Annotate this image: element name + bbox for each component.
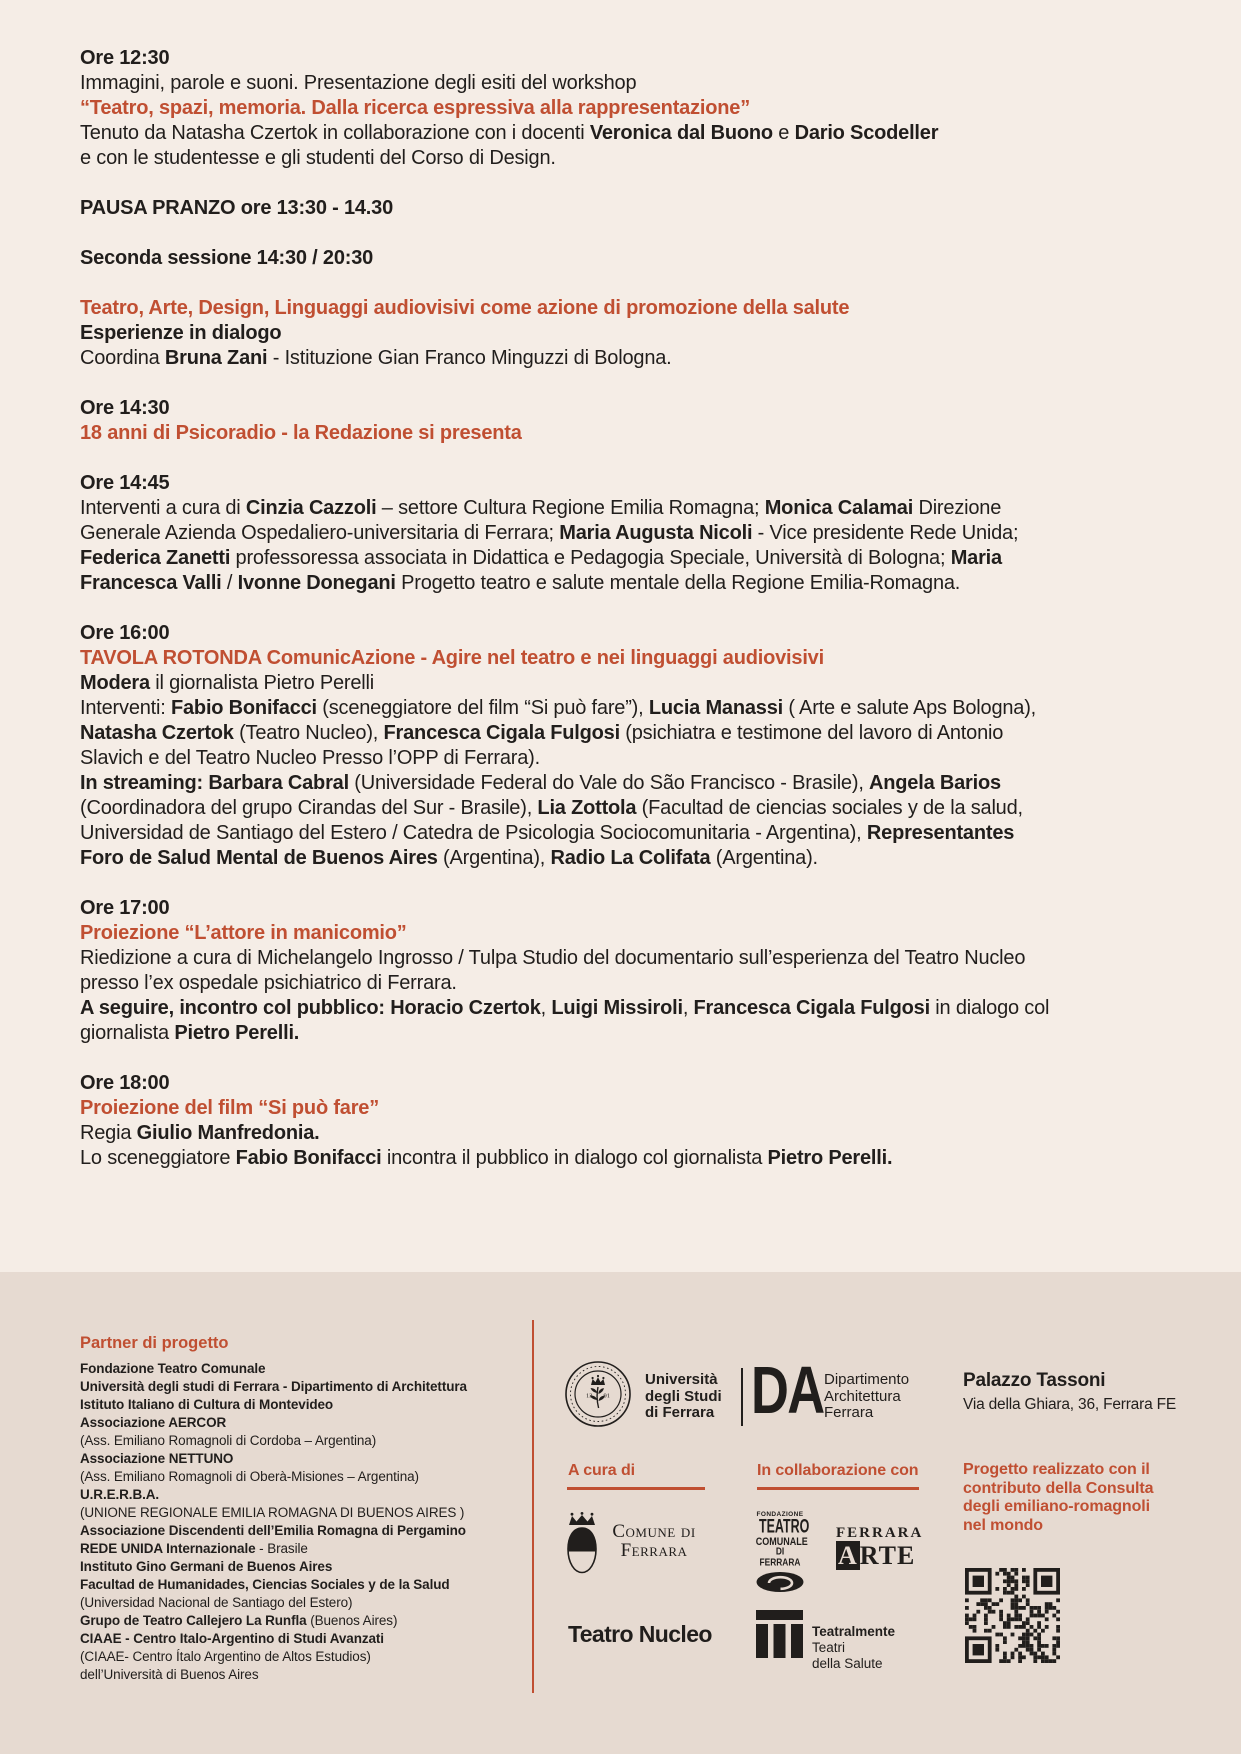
- text-span: ,: [682, 997, 694, 1019]
- text-span: Ore 14:45: [80, 472, 170, 494]
- ftc-di-ferrara: DI FERRARA: [759, 1545, 801, 1569]
- text-span: PAUSA PRANZO ore 13:30 - 14.30: [80, 197, 393, 219]
- text-span: professoressa associata in Didattica e Pedagogia Speciale, Università di Bologna;: [230, 547, 951, 569]
- teatralmente-line: Teatri: [812, 1640, 846, 1655]
- text-span: Associazione NETTUNO: [80, 1451, 234, 1466]
- unife-name-line: di Ferrara: [645, 1404, 715, 1421]
- text-span: Francesca Valli: [80, 572, 222, 594]
- text-span: (Argentina).: [710, 847, 818, 869]
- unife-dept-line: Dipartimento: [824, 1371, 910, 1388]
- text-span: Grupo de Teatro Callejero La Runfla: [80, 1613, 307, 1628]
- text-span: Francesca Cigala Fulgosi: [383, 722, 620, 744]
- text-span: presso l’ex ospedale psichiatrico di Ferrara.: [80, 972, 457, 994]
- curated-by-label: A cura di: [568, 1462, 635, 1479]
- program-block: [80, 471, 1170, 596]
- text-span: Instituto Gino Germani de Buenos Aires: [80, 1559, 333, 1574]
- program-line: [80, 396, 1170, 421]
- text-span: Ore 16:00: [80, 622, 170, 644]
- text-span: (Universidade Federal do Vale do São Francisco - Brasile),: [348, 772, 870, 794]
- collaboration-rule: [757, 1487, 919, 1490]
- text-span: Seconda sessione 14:30 / 20:30: [80, 247, 374, 269]
- text-span: Associazione Discendenti dell’Emilia Romagna di Pergamino: [80, 1523, 466, 1538]
- text-span: 18 anni di Psicoradio - la Redazione si presenta: [80, 422, 522, 444]
- text-span: Coordina: [80, 347, 165, 369]
- program-line: [80, 896, 1170, 921]
- program-line: [80, 696, 1170, 721]
- text-span: Cinzia Cazzoli: [245, 497, 377, 519]
- program-line: [80, 1121, 1170, 1146]
- text-span: Ore 12:30: [80, 47, 170, 69]
- program-block: [80, 896, 1170, 1046]
- partner-item: [80, 1378, 467, 1396]
- program-block: [80, 246, 1170, 271]
- text-span: Fabio Bonifacci: [170, 697, 317, 719]
- text-span: Teatro, Arte, Design, Linguaggi audiovisivi come azione di promozione della salute: [80, 297, 850, 319]
- text-span: Interventi:: [80, 697, 171, 719]
- unife-lockup-divider: [741, 1368, 743, 1426]
- text-span: Veronica dal Buono: [589, 122, 773, 144]
- footer: [0, 1272, 1241, 1754]
- text-span: TAVOLA ROTONDA ComunicAzione - Agire nel teatro e nei linguaggi audiovisivi: [80, 647, 824, 669]
- program-line: [80, 921, 1170, 946]
- text-span: il giornalista Pietro Perelli: [149, 672, 375, 694]
- text-span: Ore 17:00: [80, 897, 170, 919]
- text-span: Istituto Italiano di Cultura di Montevideo: [80, 1397, 334, 1412]
- program-line: [80, 521, 1170, 546]
- text-span: - Vice presidente Rede Unida;: [752, 522, 1019, 544]
- ferrara-arte-line1: FERRARA: [836, 1525, 924, 1541]
- program-line: [80, 1096, 1170, 1121]
- text-span: (sceneggiatore del film “Si può fare”),: [316, 697, 649, 719]
- ftc-comunale: COMUNALE: [755, 1536, 808, 1549]
- text-span: REDE UNIDA Internazionale: [80, 1541, 256, 1556]
- program-line: [80, 821, 1170, 846]
- unife-name-line: degli Studi: [645, 1387, 722, 1405]
- text-span: in dialogo col: [929, 997, 1050, 1019]
- partner-item: [80, 1504, 467, 1522]
- text-span: ,: [540, 997, 552, 1019]
- program-line: [80, 421, 1170, 446]
- partner-item: [80, 1558, 467, 1576]
- text-span: Riedizione a cura di Michelangelo Ingrosso / Tulpa Studio del documentario sull’esperienza del Teatro Nucleo: [80, 947, 1026, 969]
- text-span: In streaming: Barbara Cabral: [80, 772, 349, 794]
- partner-item: [80, 1666, 467, 1684]
- text-span: Lucia Manassi: [648, 697, 783, 719]
- program-line: [80, 796, 1170, 821]
- text-span: Francesca Cigala Fulgosi: [693, 997, 930, 1019]
- qr-code: [965, 1568, 1060, 1663]
- program-line: [80, 121, 1170, 146]
- program-line: [80, 996, 1170, 1021]
- text-span: e con le studentesse e gli studenti del Corso di Design.: [80, 147, 556, 169]
- text-span: (Ass. Emiliano Romagnoli di Cordoba – Argentina): [80, 1433, 377, 1448]
- program-line: [80, 671, 1170, 696]
- comune-di-ferrara-wordmark: [602, 1522, 706, 1560]
- text-span: (CIAAE- Centro Ítalo Argentino de Altos Estudios): [80, 1649, 371, 1664]
- program-line: [80, 246, 1170, 271]
- program-line: [80, 296, 1170, 321]
- text-span: (Facultad de ciencias sociales y de la salud,: [636, 797, 1023, 819]
- text-span: Associazione AERCOR: [80, 1415, 227, 1430]
- text-span: “Teatro, spazi, memoria. Dalla ricerca espressiva alla rappresentazione”: [80, 97, 750, 119]
- unife-dept-line: Architettura: [824, 1387, 901, 1405]
- teatro-comunale-swoosh-icon: [753, 1571, 807, 1598]
- text-span: Bruna Zani: [164, 347, 268, 369]
- comune-line: Comune di: [612, 1521, 696, 1542]
- text-span: ( Arte e salute Aps Bologna),: [782, 697, 1037, 719]
- program-line: [80, 471, 1170, 496]
- ferrara-arte-a-block: A: [838, 1541, 858, 1570]
- comune-di-ferrara-crest-icon: [566, 1512, 598, 1579]
- program-line: [80, 196, 1170, 221]
- ferrara-arte-line2: [836, 1543, 923, 1569]
- text-span: (Ass. Emiliano Romagnoli di Oberà-Misiones – Argentina): [80, 1469, 419, 1484]
- funding-line: degli emiliano-romagnoli: [963, 1498, 1150, 1515]
- partner-item: [80, 1522, 467, 1540]
- text-span: Regia: [80, 1122, 137, 1144]
- text-span: (psichiatra e testimone del lavoro di Antonio: [619, 722, 1004, 744]
- text-span: Foro de Salud Mental de Buenos Aires: [80, 847, 438, 869]
- funding-line: Progetto realizzato con il: [963, 1461, 1150, 1478]
- program-line: [80, 346, 1170, 371]
- partner-item: [80, 1396, 467, 1414]
- text-span: Progetto teatro e salute mentale della Regione Emilia-Romagna.: [395, 572, 961, 594]
- program-block: [80, 46, 1170, 171]
- partner-item: [80, 1468, 467, 1486]
- program-block: [80, 621, 1170, 871]
- text-span: Maria Augusta Nicoli: [559, 522, 753, 544]
- text-span: Lo sceneggiatore: [80, 1147, 236, 1169]
- text-span: Slavich e del Teatro Nucleo Presso l’OPP di Ferrara).: [80, 747, 540, 769]
- program-line: [80, 321, 1170, 346]
- text-span: – settore Cultura Regione Emilia Romagna;: [376, 497, 765, 519]
- partner-item: [80, 1594, 467, 1612]
- ferrara-arte-logo: [836, 1525, 923, 1569]
- text-span: (Teatro Nucleo),: [233, 722, 384, 744]
- text-span: Esperienze in dialogo: [80, 322, 282, 344]
- ferrara-arte-rest: RTE: [859, 1541, 916, 1570]
- text-span: Pietro Perelli.: [767, 1147, 893, 1169]
- program-line: [80, 146, 1170, 171]
- program-line: [80, 46, 1170, 71]
- program-line: [80, 846, 1170, 871]
- text-span: /: [221, 572, 238, 594]
- text-span: giornalista: [80, 1022, 175, 1044]
- teatralmente-icon: [756, 1610, 803, 1663]
- partner-item: [80, 1486, 467, 1504]
- program-line: [80, 496, 1170, 521]
- ftc-fondazione: FONDAZIONE: [756, 1511, 804, 1518]
- text-span: - Brasile: [255, 1541, 308, 1556]
- text-span: Angela Barios: [869, 772, 1001, 794]
- collaboration-label: In collaborazione con: [757, 1462, 919, 1479]
- comune-line: Ferrara: [620, 1540, 688, 1561]
- program-line: [80, 71, 1170, 96]
- text-span: Fondazione Teatro Comunale: [80, 1361, 266, 1376]
- text-span: Immagini, parole e suoni. Presentazione degli esiti del workshop: [80, 72, 637, 94]
- text-span: (UNIONE REGIONALE EMILIA ROMAGNA DI BUENOS AIRES ): [80, 1505, 465, 1520]
- text-span: CIAAE - Centro Italo-Argentino di Studi Avanzati: [80, 1631, 384, 1646]
- program-line: [80, 1071, 1170, 1096]
- program-line: [80, 621, 1170, 646]
- program-line: [80, 946, 1170, 971]
- text-span: (Buenos Aires): [306, 1613, 398, 1628]
- text-span: Ivonne Donegani: [237, 572, 396, 594]
- text-span: Luigi Missiroli: [551, 997, 683, 1019]
- unife-name-line: Università: [645, 1371, 718, 1388]
- text-span: (Universidad Nacional de Santiago del Estero): [80, 1595, 353, 1610]
- text-span: Ore 18:00: [80, 1072, 170, 1094]
- program-line: [80, 721, 1170, 746]
- partner-item: [80, 1414, 467, 1432]
- text-span: Proiezione “L’attore in manicomio”: [80, 922, 407, 944]
- program-line: [80, 96, 1170, 121]
- teatralmente-line: della Salute: [812, 1656, 883, 1671]
- text-span: Federica Zanetti: [80, 547, 231, 569]
- partner-item: [80, 1630, 467, 1648]
- funding-line: nel mondo: [963, 1516, 1043, 1534]
- svg-text:91: 91: [603, 1392, 610, 1400]
- program-line: [80, 771, 1170, 796]
- text-span: Radio La Colifata: [550, 847, 711, 869]
- partner-item: [80, 1540, 467, 1558]
- program-line: [80, 1021, 1170, 1046]
- text-span: e: [772, 122, 795, 144]
- text-span: Proiezione del film “Si può fare”: [80, 1097, 380, 1119]
- text-span: Modera: [80, 672, 150, 694]
- program-line: [80, 571, 1170, 596]
- venue-name: Palazzo Tassoni: [963, 1370, 1106, 1391]
- text-span: U.R.E.R.B.A.: [80, 1487, 160, 1502]
- teatro-nucleo-logo: Teatro Nucleo: [568, 1621, 712, 1647]
- ftc-teatro: TEATRO: [758, 1516, 810, 1538]
- program-block: [80, 296, 1170, 371]
- unife-dept-line: Ferrara: [824, 1404, 874, 1421]
- svg-text:13: 13: [586, 1392, 593, 1400]
- text-span: Università degli studi di Ferrara - Dipartimento di Architettura: [80, 1379, 467, 1394]
- text-span: Generale Azienda Ospedaliero-universitaria di Ferrara;: [80, 522, 560, 544]
- text-span: Representantes: [866, 822, 1015, 844]
- partner-list: [80, 1360, 467, 1684]
- da-logo: DA: [751, 1352, 824, 1428]
- program-line: [80, 646, 1170, 671]
- text-span: Pietro Perelli.: [174, 1022, 300, 1044]
- text-span: Natasha Czertok: [80, 722, 234, 744]
- partner-item: [80, 1576, 467, 1594]
- venue-address: Via della Ghiara, 36, Ferrara FE: [963, 1396, 1176, 1413]
- text-span: Dario Scodeller: [794, 122, 939, 144]
- text-span: Monica Calamai: [764, 497, 914, 519]
- partner-item: [80, 1648, 467, 1666]
- program-block: [80, 1071, 1170, 1171]
- partner-item: [80, 1432, 467, 1450]
- text-span: Tenuto da Natasha Czertok in collaborazione con i docenti: [80, 122, 590, 144]
- text-span: Lia Zottola: [537, 797, 637, 819]
- program-block: [80, 196, 1170, 221]
- funding-line: contributo della Consulta: [963, 1479, 1154, 1497]
- text-span: Universidad de Santiago del Estero / Catedra de Psicologia Sociocomunitaria - Argentina),: [80, 822, 867, 844]
- text-span: Facultad de Humanidades, Ciencias Sociales y de la Salud: [80, 1577, 450, 1592]
- footer-vertical-divider: [532, 1320, 534, 1693]
- text-span: Maria: [950, 547, 1002, 569]
- text-span: incontra il pubblico in dialogo col giornalista: [381, 1147, 768, 1169]
- text-span: Ore 14:30: [80, 397, 170, 419]
- unife-department: [824, 1372, 909, 1422]
- unife-name: [645, 1372, 722, 1422]
- text-span: Direzione: [913, 497, 1002, 519]
- program-line: [80, 971, 1170, 996]
- text-span: (Coordinadora del grupo Cirandas del Sur - Brasile),: [80, 797, 538, 819]
- text-span: Interventi a cura di: [80, 497, 246, 519]
- program-block: [80, 396, 1170, 446]
- curated-by-rule: [567, 1487, 705, 1490]
- text-span: (Argentina),: [437, 847, 551, 869]
- unife-seal-icon: [564, 1360, 632, 1433]
- text-span: A seguire, incontro col pubblico: Horacio Czertok: [80, 997, 541, 1019]
- text-span: Giulio Manfredonia.: [136, 1122, 320, 1144]
- funding-note: [963, 1461, 1153, 1535]
- partner-item: [80, 1450, 467, 1468]
- partner-heading: Partner di progetto: [80, 1334, 229, 1352]
- program-line: [80, 1146, 1170, 1171]
- program: [80, 46, 1170, 1196]
- partner-item: [80, 1360, 467, 1378]
- teatralmente-wordmark: [812, 1624, 895, 1672]
- program-line: [80, 546, 1170, 571]
- partner-item: [80, 1612, 467, 1630]
- program-line: [80, 746, 1170, 771]
- text-span: dell’Università di Buenos Aires: [80, 1667, 259, 1682]
- teatro-comunale-logo: [753, 1511, 810, 1598]
- teatralmente-line: Teatralmente: [812, 1624, 896, 1639]
- text-span: Fabio Bonifacci: [235, 1147, 382, 1169]
- text-span: - Istituzione Gian Franco Minguzzi di Bologna.: [267, 347, 672, 369]
